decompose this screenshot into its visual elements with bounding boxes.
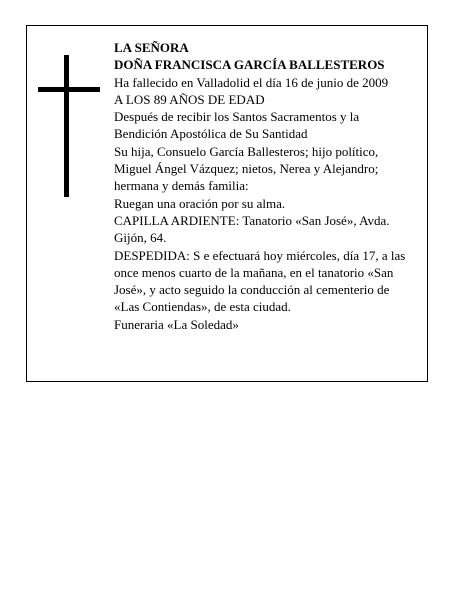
death-date-line: Ha fallecido en Valladolid el día 16 de junio de 2009: [114, 74, 389, 90]
farewell-line-3: José», y acto seguido la conducción al cementerio de: [114, 282, 390, 298]
chapel-line-1: CAPILLA ARDIENTE: Tanatorio «San José», Avda.: [114, 212, 390, 228]
family-line-3: hermana y demás familia:: [114, 178, 249, 194]
farewell-line-2: once menos cuarto de la mañana, en el tanatorio «San: [114, 264, 394, 280]
family-line-2: Miguel Ángel Vázquez; nietos, Nerea y Alejandro;: [114, 161, 379, 177]
cross-horizontal-bar: [38, 87, 100, 92]
chapel-line-2: Gijón, 64.: [114, 230, 167, 246]
prayer-line: Ruegan una oración por su alma.: [114, 195, 286, 211]
farewell-line-4: «Las Contiendas», de esta ciudad.: [114, 299, 291, 315]
farewell-line-1: DESPEDIDA: S e efectuará hoy miércoles, día 17, a las: [114, 247, 406, 263]
family-line-1: Su hija, Consuelo García Ballesteros; hijo político,: [114, 143, 379, 159]
cross-icon: [38, 55, 100, 197]
cross-vertical-bar: [64, 55, 69, 197]
funeral-home-line: Funeraria «La Soledad»: [114, 316, 239, 332]
deceased-name: DOÑA FRANCISCA GARCÍA BALLESTEROS: [114, 57, 385, 73]
age-line: A LOS 89 AÑOS DE EDAD: [114, 91, 265, 107]
sacraments-line-1: Después de recibir los Santos Sacramentos y la: [114, 109, 360, 125]
notice-text: [114, 39, 426, 333]
notice-title: LA SEÑORA: [114, 40, 189, 55]
sacraments-line-2: Bendición Apostólica de Su Santidad: [114, 126, 308, 142]
